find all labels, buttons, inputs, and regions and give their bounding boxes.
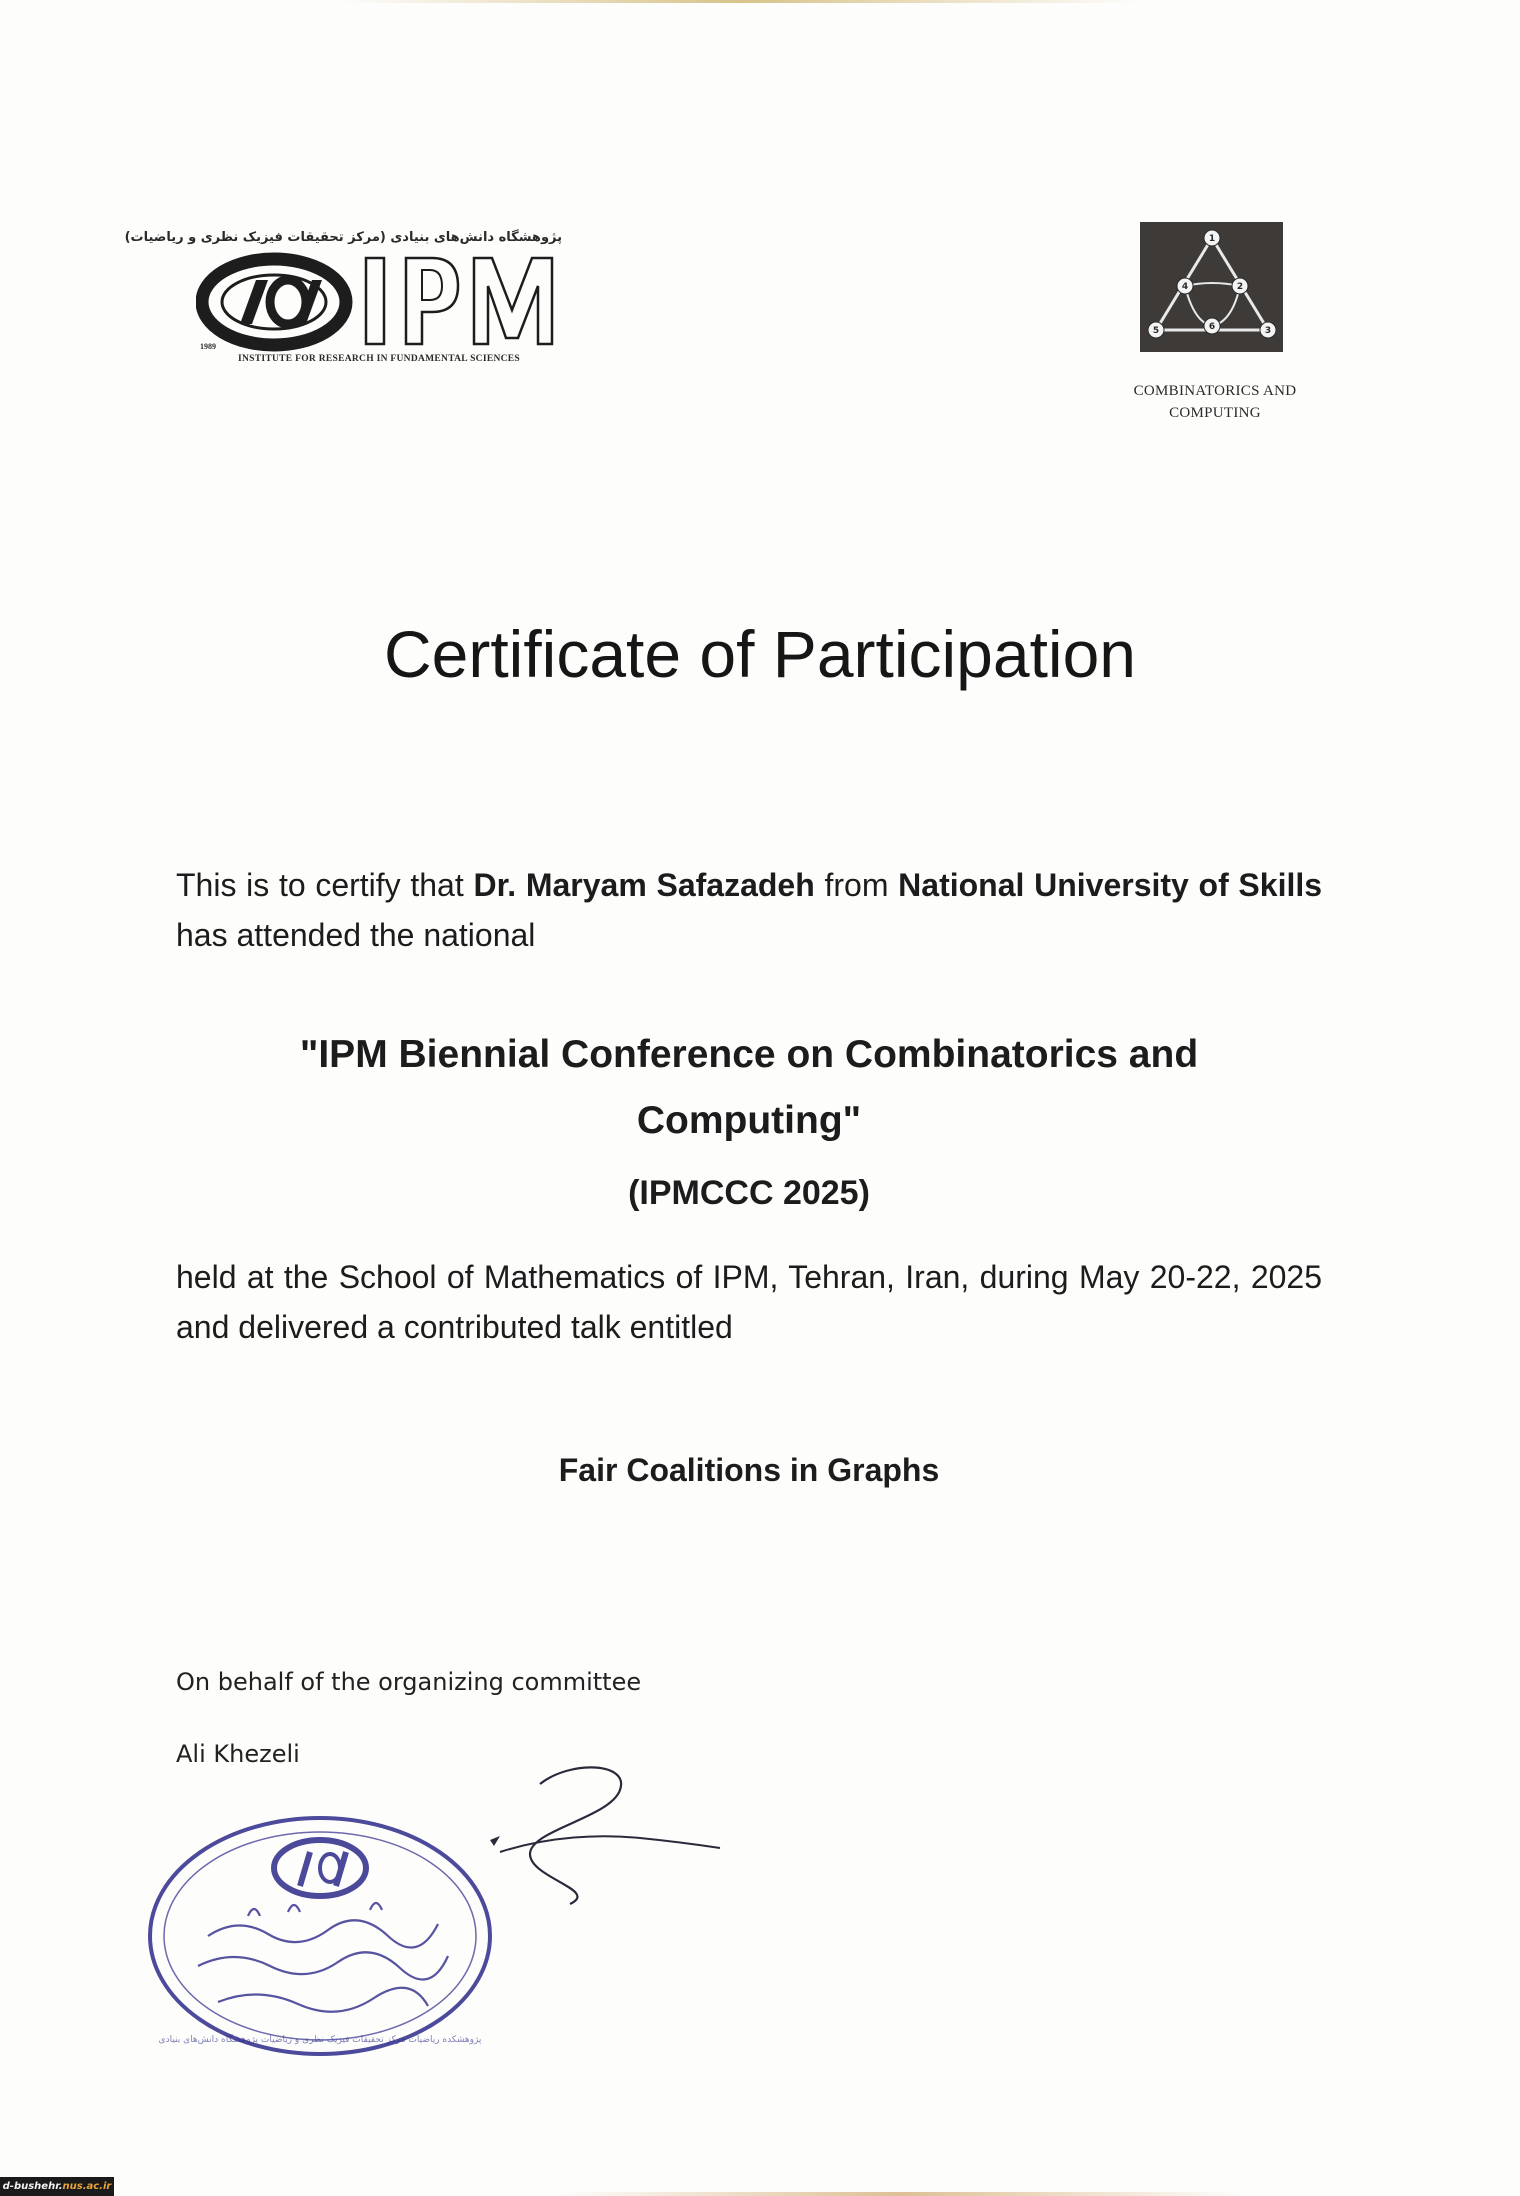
recipient-name: Dr. Maryam Safazadeh (473, 867, 815, 903)
scan-top-edge (340, 0, 1140, 3)
ipm-logo (124, 230, 562, 376)
ipm-founding-year: 1989 (200, 342, 216, 351)
source-badge-accent: nus.ac.ir (62, 2181, 112, 2192)
certification-statement (176, 860, 1322, 960)
conference-name (176, 1022, 1322, 1154)
cc-caption-line1: COMBINATORICS AND (1133, 383, 1297, 399)
graph-icon (1140, 222, 1283, 352)
conference-name-line2: Computing" (636, 1099, 862, 1142)
node-label-4: 4 (1181, 282, 1189, 292)
signer-name: Ali Khezeli (176, 1740, 300, 1768)
intro-prefix: This is to certify that (176, 867, 464, 903)
stamp-script-decoration (198, 1903, 448, 2012)
ipm-persian-name: پژوهشگاه دانش‌های بنیادی (مرکز تحقیقات فیزیک نظری و ریاضیات) (124, 230, 562, 245)
intro-suffix: has attended the national (176, 917, 536, 953)
node-label-2: 2 (1236, 282, 1244, 292)
node-label-1: 1 (1208, 234, 1216, 244)
stamp-emblem-icon (274, 1840, 366, 1896)
from-word: from (824, 867, 889, 903)
venue-statement: held at the School of Mathematics of IPM, Tehran, Iran, during May 20-22, 2025 and delivered a contributed talk entitled (176, 1259, 1322, 1345)
ipm-emblem (196, 252, 562, 352)
scan-bottom-edge (560, 2192, 1240, 2196)
on-behalf-line: On behalf of the organizing committee (176, 1668, 642, 1696)
talk-title: Fair Coalitions in Graphs (558, 1452, 940, 1488)
official-stamp (138, 1806, 502, 2066)
node-label-3: 3 (1264, 326, 1272, 336)
certificate-title: Certificate of Participation (383, 617, 1136, 691)
cc-caption (1090, 380, 1340, 424)
node-label-5: 5 (1152, 326, 1160, 336)
node-label-6: 6 (1208, 322, 1216, 332)
source-badge (0, 2177, 114, 2196)
cc-caption-line2: COMPUTING (1169, 405, 1261, 421)
ipm-letters: IPM (196, 252, 198, 253)
conference-name-line1: "IPM Biennial Conference on Combinatorics and (299, 1033, 1199, 1076)
handwritten-signature (470, 1740, 730, 1920)
recipient-institution: National University of Skills (898, 867, 1323, 903)
stamp-text: پژوهشکده ریاضیات مرکز تحقیقات فیزیک نظری و ریاضیات پژوهشگاه دانش‌های بنیادی (158, 2035, 482, 2045)
ipm-english-name: INSTITUTE FOR RESEARCH IN FUNDAMENTAL SCIENCES (237, 354, 521, 364)
source-badge-prefix: d-bushehr. (2, 2181, 63, 2192)
cc-logo (1140, 222, 1283, 352)
conference-acronym: (IPMCCC 2025) (628, 1174, 870, 1212)
